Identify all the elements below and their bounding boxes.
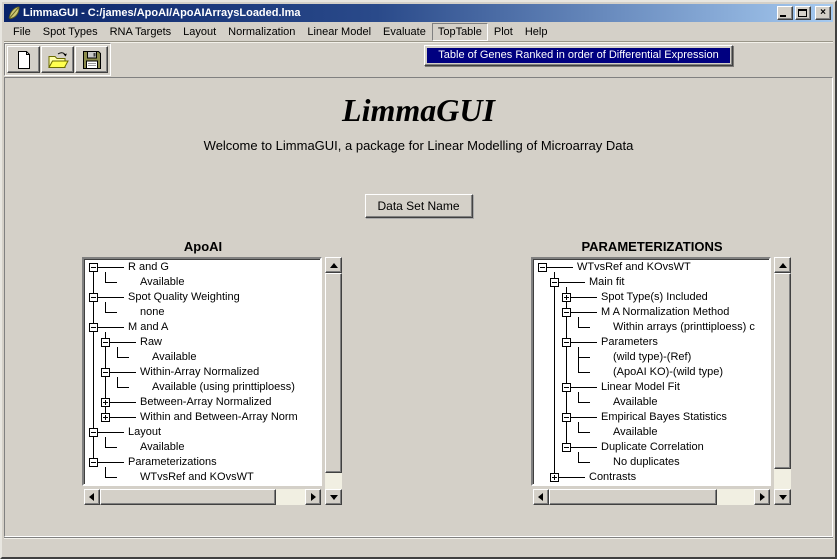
tree-toggle-collapse[interactable] [538,263,547,272]
tree-node-label[interactable]: Within and Between-Array Norm [140,411,298,423]
main-content [4,77,833,537]
tree-node-label[interactable]: Contrasts [589,471,637,483]
tree-toggle-collapse[interactable] [89,428,98,437]
vertical-scrollbar[interactable] [774,257,791,505]
menu-evaluate[interactable]: Evaluate [383,25,426,38]
menu-normalization[interactable]: Normalization [228,25,296,38]
scroll-right-icon [311,493,316,501]
tree-node-label[interactable]: M A Normalization Method [601,306,730,318]
tree-toggle-collapse[interactable] [101,338,110,347]
scroll-right-button[interactable] [754,489,770,505]
right-tree-header: PARAMETERIZATIONS [581,239,723,254]
tree-toggle-expand[interactable] [101,398,110,407]
tree-node-label[interactable]: Linear Model Fit [601,381,680,393]
title-bar[interactable] [4,4,833,22]
vertical-scroll-thumb[interactable] [774,273,791,469]
tree-node-label[interactable]: Raw [140,336,163,348]
data-set-name-button[interactable]: Data Set Name [364,194,472,218]
tree-node-label[interactable]: Available [613,396,658,408]
tree-node-label[interactable]: (wild type)-(Ref) [613,351,692,363]
tree-node-label[interactable]: R and G [128,261,169,273]
tree-canvas [82,257,322,486]
menu-help[interactable]: Help [524,25,548,38]
status-bar [4,537,833,555]
tree-node-label[interactable]: Duplicate Correlation [601,441,704,453]
menu-bar [4,22,833,42]
scroll-left-icon [89,493,94,501]
tree-node-label[interactable]: none [140,306,165,318]
open-file-button[interactable] [41,46,74,73]
minimize-button[interactable] [777,6,793,20]
tree-node-label[interactable]: Available [152,351,197,363]
window-title: LimmaGUI - C:/james/ApoAI/ApoAIArraysLoaded.lma [23,7,301,19]
tree-node-label[interactable]: (ApoAI KO)-(wild type) [613,366,724,378]
horizontal-scrollbar[interactable] [84,489,321,505]
tree-node-label[interactable]: No duplicates [613,456,680,468]
app-subtitle: Welcome to LimmaGUI, a package for Linear Modelling of Microarray Data [203,138,634,153]
menu-toptable[interactable]: TopTable [432,23,488,41]
tree-toggle-expand[interactable] [101,413,110,422]
scroll-down-button[interactable] [774,489,791,505]
tree-node-label[interactable]: WTvsRef and KOvsWT [577,261,691,273]
tree-node-label[interactable]: Main fit [589,276,625,288]
tree-toggle-collapse[interactable] [562,443,571,452]
tree-canvas [531,257,771,486]
horizontal-scroll-thumb[interactable] [549,489,717,505]
tree-toggle-collapse[interactable] [562,383,571,392]
save-icon [82,50,102,70]
tree-node-label[interactable]: Spot Type(s) Included [601,291,708,303]
menu-rna-targets[interactable]: RNA Targets [109,25,172,38]
save-file-button[interactable] [75,46,108,73]
scroll-up-button[interactable] [325,257,342,273]
vertical-scrollbar[interactable] [325,257,342,505]
scroll-left-button[interactable] [84,489,100,505]
tree-toggle-collapse[interactable] [89,263,98,272]
tree-node-label[interactable]: Available (using printtiploess) [152,381,295,393]
tree-node-label[interactable]: Parameterizations [128,456,217,468]
scroll-up-icon [779,263,787,268]
app-title: LimmaGUI [342,92,495,128]
tree-toggle-collapse[interactable] [562,413,571,422]
scroll-left-icon [538,493,543,501]
toptable-menu-popup [424,45,733,66]
scroll-up-button[interactable] [774,257,791,273]
maximize-button[interactable] [795,6,811,20]
tree-toggle-collapse[interactable] [562,308,571,317]
tree-node-label[interactable]: Spot Quality Weighting [128,291,240,303]
scroll-up-icon [330,263,338,268]
menu-file[interactable]: File [13,25,31,38]
tree-node-label[interactable]: M and A [128,321,169,333]
right-tree [531,257,791,505]
close-button[interactable] [815,6,831,20]
scroll-right-icon [760,493,765,501]
new-file-button[interactable] [7,46,40,73]
left-tree [82,257,342,505]
scroll-down-icon [330,495,338,500]
horizontal-scrollbar[interactable] [533,489,770,505]
tree-toggle-expand[interactable] [550,473,559,482]
left-tree-header: ApoAI [183,239,223,254]
minimize-icon [780,15,786,17]
horizontal-scroll-thumb[interactable] [100,489,276,505]
toolbar-frame [4,43,111,76]
maximize-icon [798,9,807,17]
tree-node-label[interactable]: Available [613,426,658,438]
vertical-scroll-thumb[interactable] [325,273,342,473]
tree-toggle-expand[interactable] [562,293,571,302]
scroll-left-button[interactable] [533,489,549,505]
close-icon: × [820,7,826,18]
tree-toggle-collapse[interactable] [101,368,110,377]
tree-node-label[interactable]: Parameters [601,336,658,348]
tree-toggle-collapse[interactable] [550,278,559,287]
tree-node-label[interactable]: Available [140,276,185,288]
tree-toggle-collapse[interactable] [89,323,98,332]
tree-node-label[interactable]: Between-Array Normalized [140,396,272,408]
tree-node-label[interactable]: WTvsRef and KOvsWT [140,471,254,483]
tree-toggle-collapse[interactable] [89,293,98,302]
tree-node-label[interactable]: Within-Array Normalized [140,366,260,378]
tree-node-label[interactable]: Empirical Bayes Statistics [601,411,727,423]
open-folder-icon [47,50,69,70]
menu-spot-types[interactable]: Spot Types [42,25,98,38]
scroll-down-button[interactable] [325,489,342,505]
tree-toggle-collapse[interactable] [562,338,571,347]
scroll-down-icon [779,495,787,500]
tree-node-label[interactable]: Available [140,441,185,453]
menu-linear-model[interactable]: Linear Model [307,25,372,38]
menu-layout[interactable]: Layout [183,25,217,38]
new-file-icon [14,50,34,70]
app-feather-icon [6,6,21,20]
scroll-right-button[interactable] [305,489,321,505]
tree-node-label[interactable]: Within arrays (printtiploess) c [613,321,755,333]
tree-toggle-collapse[interactable] [89,458,98,467]
menu-item-table-of-genes[interactable]: Table of Genes Ranked in order of Differential Expression [427,48,730,63]
menu-plot[interactable]: Plot [493,25,513,38]
tree-node-label[interactable]: Layout [128,426,162,438]
